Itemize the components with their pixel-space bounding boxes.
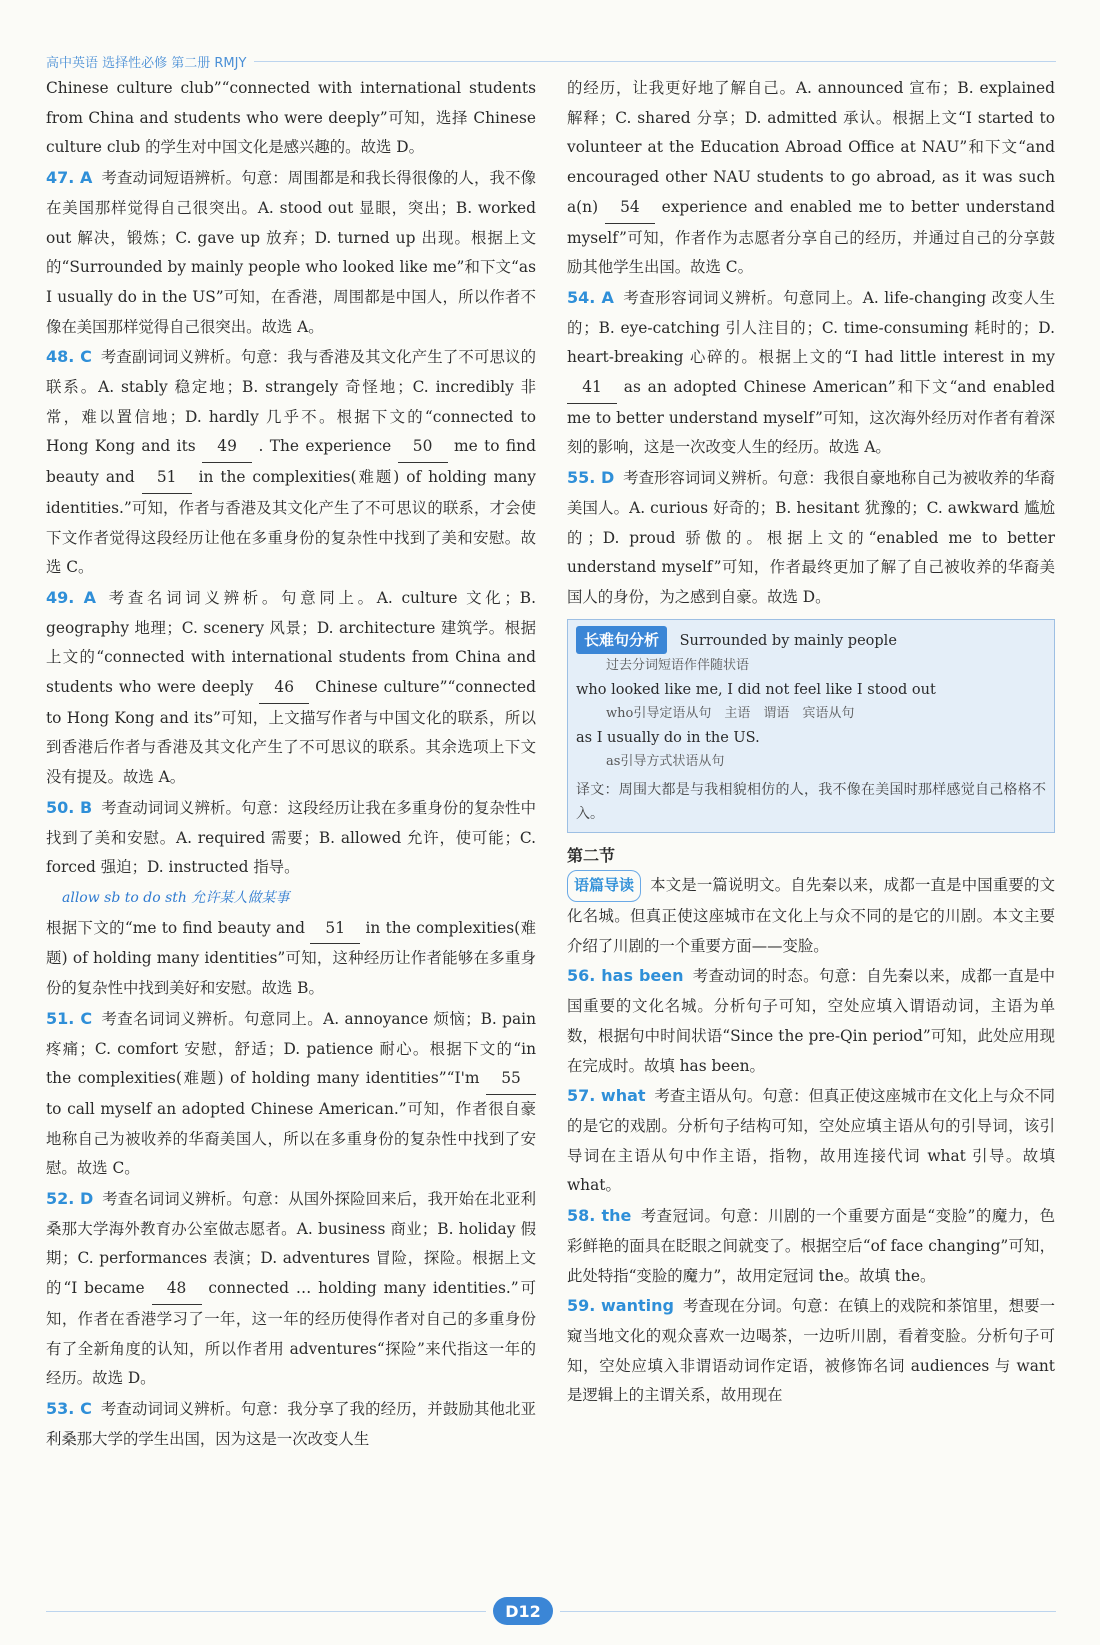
blank-number: 51: [310, 914, 360, 945]
header-title: 高中英语 选择性必修 第二册 RMJY: [46, 55, 247, 71]
answer-49: [46, 583, 536, 793]
answer-54: [567, 283, 1055, 463]
explanation-text: experience and enabled me to better understand myself”可知，作者作为志愿者分享自己的经历，并通过自己的分享鼓励其他学生出国。故选 C。: [567, 197, 1055, 277]
blank-number: 55: [486, 1064, 536, 1095]
page-header: [46, 50, 1056, 72]
answer-57: [567, 1081, 1055, 1201]
answer-number: 50. B: [46, 797, 93, 817]
left-column: [46, 74, 536, 1454]
answer-48: [46, 342, 536, 583]
answer-47: [46, 163, 536, 342]
explanation-text: as an adopted Chinese American”和下文“and enabled me to better understand myself”可知，这次海外经历对作者有着深刻的影响，这是一次改变人生的经历。故选 A。: [567, 378, 1055, 457]
explanation-text: 的经历，让我更好地了解自己。A. announced 宣布；B. explained 解释；C. shared 分享；D. admitted 承认。根据上文“I started to volunteer at the Education Abroad Office at NAU”和下文“and encouraged other NAU students to go abroad, as it was such a(n): [567, 79, 1055, 216]
right-column: [567, 74, 1055, 1411]
explanation-text: 考查名词词义辨析。句意同上。A. annoyance 烦恼；B. pain 疼痛；C. comfort 安慰，舒适；D. patience 耐心。根据下文的“in the complexities(难题) of holding many identities”“I'm: [46, 1009, 537, 1088]
header-divider: [254, 61, 1056, 62]
answer-number: 48. C: [46, 347, 92, 367]
explanation-text: 考查动词词义辨析。句意：这段经历让我在多重身份的复杂性中找到了美和安慰。A. required 需要；B. allowed 允许，使可能；C. forced 强迫；D. instructed 指导。: [46, 798, 536, 877]
answer-53-continued: [567, 74, 1055, 283]
explanation-text: . The experience: [258, 437, 392, 456]
passage-guide: [567, 870, 1055, 961]
answer-59: [567, 1291, 1055, 1411]
explanation-text: 考查动词短语辨析。句意：周围都是和我长得很像的人，我不像在美国那样觉得自己很突出。A. stood out 显眼，突出；B. worked out 解决，锻炼；C. gave up 放弃；D. turned up 出现。根据上文的“Surrounded by mainly people who looked like me”和下文“as I usually do in the US”可知，在香港，周围都是中国人，所以作者不像在美国那样觉得自己很突出。故选 A。: [46, 169, 536, 336]
answer-51: [46, 1004, 536, 1184]
answer-50: [46, 793, 536, 1004]
explanation-text: 考查主语从句。句意：但真正使这座城市在文化上与众不同的是它的戏剧。分析句子结构可知，空处应填主语从句的引导词，该引导词在主语从句中作主语，指物，故用连接代词 what 引导。故填 what。: [567, 1087, 1055, 1195]
answer-53: [46, 1394, 536, 1454]
answer-number: 51. C: [46, 1008, 93, 1028]
explanation-text: Chinese culture”“connected to Hong Kong and its”可知，上文描写作者与中国文化的联系，所以到香港后作者与香港及其文化产生了不可思议的联系。其余选项上下文没有提及。故选 A。: [46, 678, 536, 787]
analysis-sentence-line: as I usually do in the US.: [576, 729, 760, 746]
answer-number: 54. A: [567, 287, 614, 307]
analysis-sentence-line: Surrounded by mainly people: [679, 632, 897, 649]
page-number: D12: [493, 1597, 553, 1625]
answer-number: 47. A: [46, 168, 93, 188]
answer-number: 56. has been: [567, 966, 684, 986]
explanation-text: 考查名词词义辨析。句意：从国外探险回来后，我开始在北亚利桑那大学海外教育办公室做志愿者。A. business 商业；B. holiday 假期；C. performances 表演；D. adventures 冒险，探险。根据上文的“I became: [46, 1190, 536, 1298]
answer-number: 49. A: [46, 587, 97, 607]
footer-divider: [46, 1611, 486, 1612]
explanation-text: 考查副词词义辨析。句意：我与香港及其文化产生了不可思议的联系。A. stably 稳定地；B. strangely 奇怪地；C. incredibly 非常，难以置信地；D. hardly 几乎不。根据下文的“connected to Hong Kong and its: [46, 348, 536, 456]
analysis-annotation: who引导定语从句 主语 谓语 宾语从句: [606, 705, 855, 721]
guide-text: 本文是一篇说明文。自先秦以来，成都一直是中国重要的文化名城。但真正使这座城市在文化上与众不同的是它的川剧。本文主要介绍了川剧的一个重要方面——变脸。: [567, 876, 1055, 955]
long-sentence-analysis-box: [567, 619, 1055, 833]
answer-number: 58. the: [567, 1206, 632, 1226]
explanation-text: 考查动词的时态。句意：自先秦以来，成都一直是中国重要的文化名城。分析句子可知，空处应填入谓语动词，主语为单数，根据句中时间状语“Since the pre-Qin period”可知，此处应用现在完成时。故填 has been。: [567, 967, 1055, 1075]
explanation-text: 考查形容词词义辨析。句意：我很自豪地称自己为被收养的华裔美国人。A. curious 好奇的；B. hesitant 犹豫的；C. awkward 尴尬的；D. proud 骄傲的。根据上文的“enabled me to better understand myself”可知，作者最终更加了解了自己被收养的华裔美国人的身份，为之感到自豪。故选 D。: [567, 469, 1055, 606]
intro-paragraph: Chinese culture club”“connected with international students from China and students who were deeply”可知，选择 Chinese culture club 的学生对中国文化是感兴趣的。故选 D。: [46, 79, 536, 157]
analysis-title: 长难句分析: [576, 626, 667, 654]
explanation-text: 根据下文的“me to find beauty and: [46, 918, 305, 937]
explanation-text: to call myself an adopted Chinese American.”可知，作者很自豪地称自己为被收养的华裔美国人，所以在多重身份的复杂性中找到了安慰。故选 C。: [46, 1099, 536, 1178]
answer-56: [567, 961, 1055, 1081]
section-title: 第二节: [567, 845, 616, 865]
handwritten-note: allow sb to do sth 允许某人做某事: [62, 889, 290, 906]
explanation-text: 考查冠词。句意：川剧的一个重要方面是“变脸”的魔力，色彩鲜艳的面具在眨眼之间就变了。根据空后“of face changing”可知，此处特指“变脸的魔力”，故用定冠词 the。故填 the。: [567, 1207, 1055, 1285]
explanation-text: 考查现在分词。句意：在镇上的戏院和茶馆里，想要一窥当地文化的观众喜欢一边喝茶，一边听川剧，看着变脸。分析句子可知，空处应填入非谓语动词作定语，被修饰名词 audiences 与 want 是逻辑上的主谓关系，故用现在: [567, 1297, 1055, 1405]
analysis-translation: 译文：周围大都是与我相貌相仿的人，我不像在美国时那样感觉自己格格不入。: [576, 781, 1046, 822]
blank-number: 48: [152, 1274, 202, 1305]
answer-number: 52. D: [46, 1189, 94, 1209]
blank-number: 46: [259, 673, 309, 704]
blank-number: 50: [398, 432, 448, 463]
blank-number: 49: [202, 432, 252, 463]
footer-divider: [560, 1611, 1056, 1612]
answer-number: 59. wanting: [567, 1296, 674, 1316]
answer-number: 53. C: [46, 1398, 92, 1418]
answer-58: [567, 1201, 1055, 1291]
explanation-text: 考查动词词义辨析。句意：我分享了我的经历，并鼓励其他北亚利桑那大学的学生出国，因为这是一次改变人生: [46, 1399, 536, 1448]
analysis-sentence-line: who looked like me, I did not feel like I stood out: [576, 681, 936, 698]
explanation-text: connected … holding many identities.”可知，作者在香港学习了一年，这一年的经历使得作者对自己的多重身份有了全新角度的认知，所以作者用 adventures“探险”来代指这一年的经历。故选 D。: [46, 1279, 536, 1388]
explanation-text: in the complexities(难题) of holding many identities.”可知，作者与香港及其文化产生了不可思议的联系，才会使下文作者觉得这段经历让他在多重身份的复杂性中找到了美和安慰。故选 C。: [46, 468, 536, 577]
answer-number: 57. what: [567, 1086, 646, 1106]
explanation-text: me to find beauty and: [46, 437, 536, 487]
explanation-text: 考查名词词义辨析。句意同上。A. culture 文化；B. geography 地理；C. scenery 风景；D. architecture 建筑学。根据上文的“connected with international students from China and students who were deeply: [46, 588, 536, 697]
blank-number: 54: [605, 193, 655, 224]
answer-number: 55. D: [567, 468, 615, 488]
analysis-annotation: 过去分词短语作伴随状语: [606, 657, 750, 673]
analysis-annotation: as引导方式状语从句: [606, 753, 725, 769]
blank-number: 51: [142, 463, 192, 494]
guide-tag: 语篇导读: [567, 870, 641, 902]
explanation-text: in the complexities(难题) of holding many identities”可知，这种经历让作者能够在多重身份的复杂性中找到美好和安慰。故选 B。: [46, 918, 536, 998]
answer-55: [567, 463, 1055, 613]
blank-number: 41: [567, 373, 617, 404]
answer-52: [46, 1184, 536, 1394]
explanation-text: 考查形容词词义辨析。句意同上。A. life-changing 改变人生的；B. eye-catching 引人注目的；C. time-consuming 耗时的；D. heart-breaking 心碎的。根据上文的“I had little interest in my: [567, 288, 1055, 367]
